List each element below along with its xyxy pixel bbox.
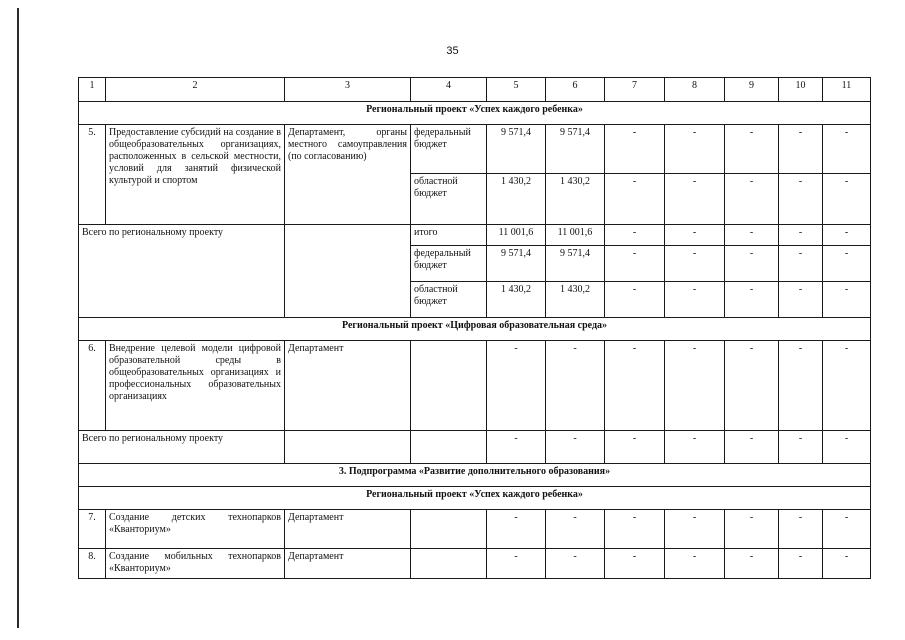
funding-source: федеральный бюджет (411, 125, 487, 174)
empty-value-dash: - (823, 246, 871, 282)
empty-value-dash: - (779, 510, 823, 549)
empty-value-dash: - (665, 246, 725, 282)
column-header: 9 (725, 78, 779, 102)
funding-source-empty (411, 341, 487, 431)
empty-value-dash: - (605, 174, 665, 225)
column-header: 7 (605, 78, 665, 102)
value-cell: 11 001,6 (546, 225, 605, 246)
section-title: Региональный проект «Успех каждого ребенка» (79, 487, 871, 510)
column-header: 4 (411, 78, 487, 102)
empty-value-dash: - (725, 341, 779, 431)
value-cell: 9 571,4 (546, 125, 605, 174)
column-header: 1 (79, 78, 106, 102)
value-cell: 1 430,2 (546, 282, 605, 318)
empty-value-dash: - (779, 174, 823, 225)
empty-value-dash: - (779, 225, 823, 246)
column-header: 10 (779, 78, 823, 102)
funding-source: областной бюджет (411, 282, 487, 318)
empty-value-dash: - (779, 431, 823, 464)
empty-value-dash: - (605, 431, 665, 464)
empty-value-dash: - (665, 431, 725, 464)
empty-value-dash: - (546, 341, 605, 431)
column-header: 6 (546, 78, 605, 102)
empty-value-dash: - (725, 174, 779, 225)
funding-source: федеральный бюджет (411, 246, 487, 282)
row-number: 8. (79, 549, 106, 579)
section-title: Региональный проект «Цифровая образовательная среда» (79, 318, 871, 341)
table-row (79, 341, 871, 431)
table-row (79, 549, 871, 579)
empty-value-dash: - (605, 125, 665, 174)
activity-name: Внедрение целевой модели цифровой образовательной среды в общеобразовательных организациях и профессиональных образовательных организациях (106, 341, 285, 431)
value-cell: 9 571,4 (487, 125, 546, 174)
empty-value-dash: - (605, 246, 665, 282)
empty-value-dash: - (665, 282, 725, 318)
section-row (79, 102, 871, 125)
column-header: 11 (823, 78, 871, 102)
funding-source-empty (411, 549, 487, 579)
empty-value-dash: - (665, 174, 725, 225)
empty-value-dash: - (779, 341, 823, 431)
empty-value-dash: - (823, 341, 871, 431)
section-row (79, 464, 871, 487)
empty-value-dash: - (665, 341, 725, 431)
funding-source: областной бюджет (411, 174, 487, 225)
row-number: 5. (79, 125, 106, 225)
total-label: Всего по региональному проекту (79, 225, 285, 318)
empty-value-dash: - (725, 246, 779, 282)
value-cell: 11 001,6 (487, 225, 546, 246)
activity-name: Создание детских технопарков «Кванториум» (106, 510, 285, 549)
total-executor-empty (285, 431, 411, 464)
executor: Департамент (285, 549, 411, 579)
activity-name: Предоставление субсидий на создание в общеобразовательных организациях, расположенных в сельской местности, условий для занятий физической культурой и спортом (106, 125, 285, 225)
section-row (79, 487, 871, 510)
total-row (79, 225, 871, 246)
empty-value-dash: - (823, 431, 871, 464)
empty-value-dash: - (487, 431, 546, 464)
empty-value-dash: - (725, 225, 779, 246)
empty-value-dash: - (779, 125, 823, 174)
table-row (79, 125, 871, 174)
row-number: 7. (79, 510, 106, 549)
empty-value-dash: - (725, 431, 779, 464)
column-header: 5 (487, 78, 546, 102)
value-cell: 9 571,4 (487, 246, 546, 282)
empty-value-dash: - (546, 549, 605, 579)
empty-value-dash: - (605, 549, 665, 579)
budget-table (78, 77, 871, 579)
column-header: 8 (665, 78, 725, 102)
empty-value-dash: - (725, 125, 779, 174)
value-cell: 9 571,4 (546, 246, 605, 282)
empty-value-dash: - (725, 510, 779, 549)
executor: Департамент (285, 341, 411, 431)
empty-value-dash: - (487, 510, 546, 549)
empty-value-dash: - (487, 549, 546, 579)
executor: Департамент (285, 510, 411, 549)
value-cell: 1 430,2 (546, 174, 605, 225)
empty-value-dash: - (665, 510, 725, 549)
section-title: Региональный проект «Успех каждого ребенка» (79, 102, 871, 125)
empty-value-dash: - (665, 549, 725, 579)
empty-value-dash: - (605, 510, 665, 549)
empty-value-dash: - (779, 246, 823, 282)
left-margin-rule (17, 8, 19, 628)
empty-value-dash: - (487, 341, 546, 431)
table-row (79, 510, 871, 549)
activity-name: Создание мобильных технопарков «Кванториум» (106, 549, 285, 579)
total-label: Всего по региональному проекту (79, 431, 285, 464)
empty-value-dash: - (823, 174, 871, 225)
empty-value-dash: - (823, 282, 871, 318)
empty-value-dash: - (823, 510, 871, 549)
empty-value-dash: - (823, 549, 871, 579)
value-cell: 1 430,2 (487, 282, 546, 318)
empty-value-dash: - (605, 341, 665, 431)
column-header: 2 (106, 78, 285, 102)
row-number: 6. (79, 341, 106, 431)
empty-value-dash: - (605, 282, 665, 318)
empty-value-dash: - (665, 225, 725, 246)
empty-value-dash: - (725, 549, 779, 579)
empty-value-dash: - (823, 125, 871, 174)
executor: Департамент, органы местного самоуправления (по согласованию) (285, 125, 411, 225)
subprogram-title: 3. Подпрограмма «Развитие дополнительного образования» (79, 464, 871, 487)
section-row (79, 318, 871, 341)
column-header: 3 (285, 78, 411, 102)
funding-source-empty (411, 510, 487, 549)
empty-value-dash: - (779, 282, 823, 318)
empty-value-dash: - (823, 225, 871, 246)
total-row (79, 431, 871, 464)
empty-value-dash: - (605, 225, 665, 246)
empty-value-dash: - (725, 282, 779, 318)
funding-source: итого (411, 225, 487, 246)
empty-value-dash: - (779, 549, 823, 579)
column-number-header-row (79, 78, 871, 102)
page-number: 35 (446, 45, 459, 57)
total-executor-empty (285, 225, 411, 318)
funding-source-empty (411, 431, 487, 464)
empty-value-dash: - (546, 510, 605, 549)
empty-value-dash: - (665, 125, 725, 174)
value-cell: 1 430,2 (487, 174, 546, 225)
empty-value-dash: - (546, 431, 605, 464)
